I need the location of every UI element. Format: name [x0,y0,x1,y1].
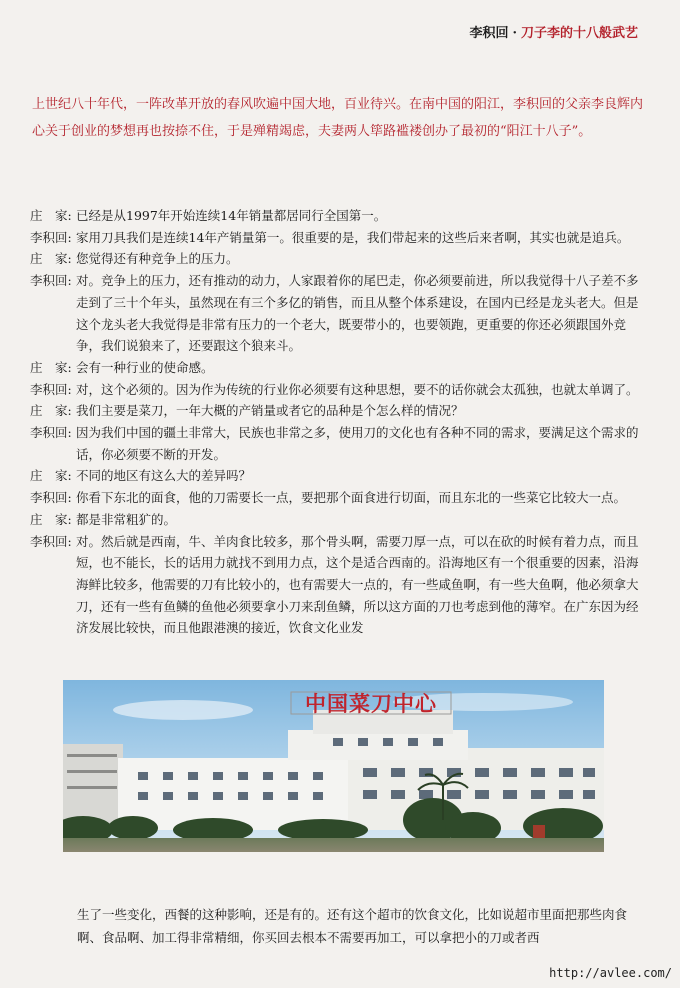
dialogue-line [30,379,646,401]
watermark-url: http://avlee.com/ [549,966,672,980]
intro-paragraph: 上世纪八十年代，一阵改革开放的春风吹遍中国大地，百业待兴。在南中国的阳江，李积回的父亲李良辉内心关于创业的梦想再也按捺不住，于是殚精竭虑，夫妻两人筚路褴褛创办了最初的“阳江十八子”。 [32,97,644,139]
dialogue-line [30,205,646,227]
dialogue-line [30,227,646,249]
dialogue-line [30,357,646,379]
utterance: 对，这个必须的。因为作为传统的行业你必须要有这种思想，要不的话你就会太孤独，也就太单调了。 [76,381,639,397]
utterance: 您觉得还有种竞争上的压力。 [76,251,239,267]
dialogue-line [30,422,646,465]
dialogue-line [30,270,646,357]
interview-dialogue [30,205,646,639]
building-sign-text: 中国菜刀中心 [305,691,437,716]
utterance: 你看下东北的面食，他的刀需要长一点，要把那个面食进行切面，而且东北的一些菜它比较大一点。 [76,490,627,506]
utterance: 家用刀具我们是连续14年产销量第一。很重要的是，我们带起来的这些后来者啊，其实也就是追兵。 [76,229,630,245]
utterance: 会有一种行业的使命感。 [76,359,214,375]
utterance: 都是非常粗犷的。 [76,511,177,527]
speaker: 庄 家: [30,511,72,527]
speaker: 庄 家: [30,403,72,419]
utterance: 不同的地区有这么大的差异吗？ [76,468,252,484]
dialogue-line [30,400,646,422]
utterance: 对。然后就是西南，牛、羊肉食比较多，那个骨头啊，需要刀厚一点，可以在砍的时候有着力点，而且短，也不能长，长的话用力就找不到用力点，这个是适合西南的。沿海地区有一个很重要的因素，沿海海鲜比较多，他需要的刀有比较小的，也有需要大一点的，有一些咸鱼啊，有一些大鱼啊，他必须拿大刀，还有一些有鱼鳞的鱼他必须要拿小刀来刮鱼鳞，所以这方面的刀也考虑到他的薄窄。在广东因为经济发展比较快，而且他跟港澳的接近，饮食文化业发 [76,533,639,636]
dialogue-line [30,531,646,640]
speaker: 庄 家: [30,251,72,267]
speaker: 李积回: [30,533,72,549]
page-header [469,22,638,41]
utterance: 我们主要是菜刀，一年大概的产销量或者它的品种是个怎么样的情况？ [76,403,464,419]
speaker: 庄 家: [30,208,72,223]
continuation-paragraph: 生了一些变化，西餐的这种影响，还是有的。还有这个超市的饮食文化，比如说超市里面把那些肉食啊、食品啊、加工得非常精细，你买回去根本不需要再加工，可以拿把小的刀或者西 [77,907,628,945]
header-author: 李积回 [469,26,509,41]
speaker: 庄 家: [30,359,72,375]
dialogue-line [30,248,646,270]
utterance: 对。竞争上的压力，还有推动的动力，人家跟着你的尾巴走，你必须要前进，所以我觉得十八子差不多走到了三十个年头，虽然现在有三个多亿的销售，而且从整个体系建设，在国内已经是龙头老大。但是这个龙头老大我觉得是非常有压力的一个老大，既要带小的，也要领跑，更重要的你还必须跟国外竞争，我们说狼来了，还要跟这个狼来斗。 [76,273,639,354]
speaker: 李积回: [30,273,72,289]
utterance: 已经是从1997年开始连续14年销量都居同行全国第一。 [76,208,387,223]
dialogue-line [30,487,646,509]
speaker: 庄 家: [30,468,72,484]
speaker: 李积回: [30,425,72,441]
header-separator: · [512,26,517,41]
speaker: 李积回: [30,490,72,506]
utterance: 因为我们中国的疆土非常大，民族也非常之多，使用刀的文化也有各种不同的需求，要满足这个需求的话，你必须要不断的开发。 [76,425,639,462]
dialogue-line [30,509,646,531]
factory-building-photo [63,680,604,852]
header-title: 刀子李的十八般武艺 [520,26,638,41]
speaker: 李积回: [30,381,72,397]
speaker: 李积回: [30,229,72,245]
dialogue-line [30,465,646,487]
